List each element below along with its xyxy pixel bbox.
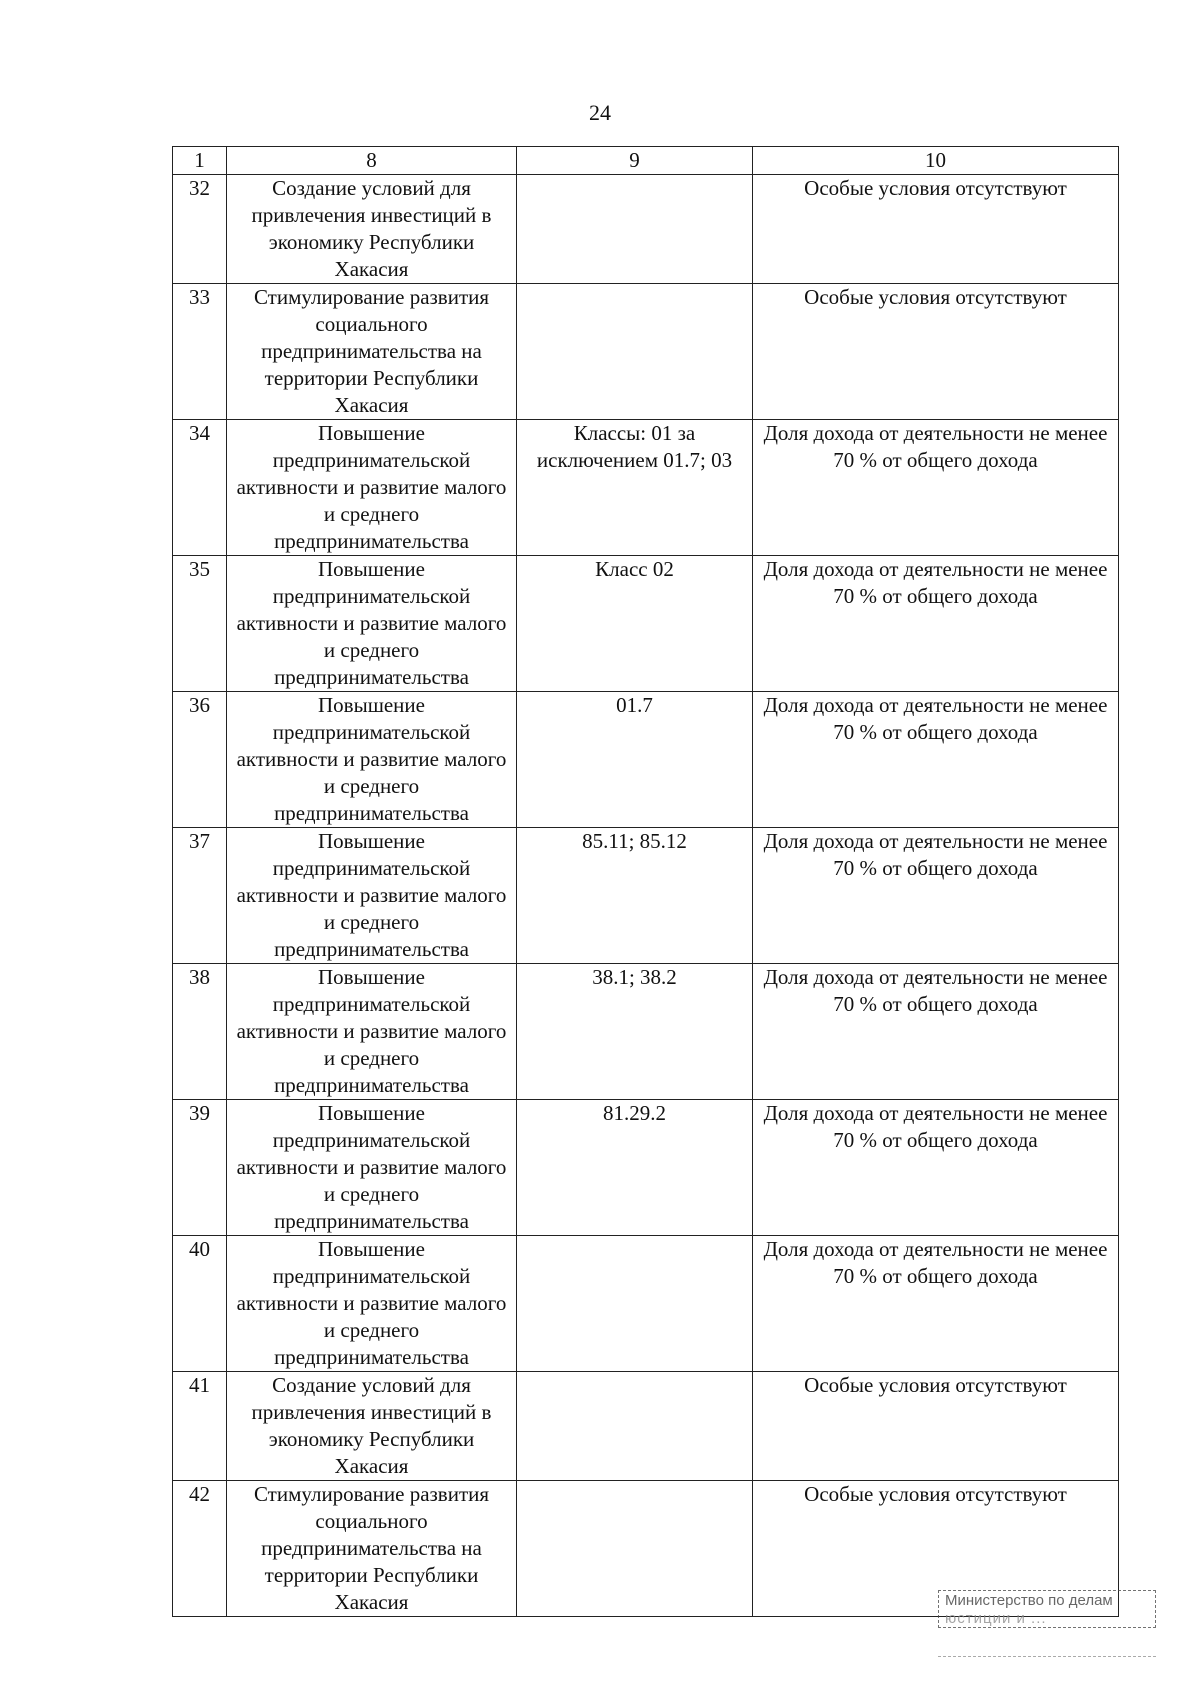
row-number: 40 xyxy=(173,1236,227,1372)
program-name: Повышение предпринимательской активности и развитие малого и среднего предпринимательства xyxy=(227,420,517,556)
table-row xyxy=(173,420,1119,556)
header-cell-8: 8 xyxy=(227,147,517,175)
stamp-line-1: Министерство по делам xyxy=(945,1592,1113,1609)
row-number: 34 xyxy=(173,420,227,556)
program-name: Стимулирование развития социального предпринимательства на территории Республики Хакасия xyxy=(227,284,517,420)
special-conditions: Доля дохода от деятельности не менее 70 % от общего дохода xyxy=(753,964,1119,1100)
table-row xyxy=(173,1100,1119,1236)
activity-codes: 01.7 xyxy=(517,692,753,828)
program-name: Создание условий для привлечения инвестиций в экономику Республики Хакасия xyxy=(227,175,517,284)
special-conditions: Особые условия отсутствуют xyxy=(753,284,1119,420)
program-name: Повышение предпринимательской активности и развитие малого и среднего предпринимательства xyxy=(227,1100,517,1236)
row-number: 33 xyxy=(173,284,227,420)
row-number: 35 xyxy=(173,556,227,692)
activity-codes xyxy=(517,1372,753,1481)
special-conditions: Особые условия отсутствуют xyxy=(753,1481,1119,1617)
special-conditions: Доля дохода от деятельности не менее 70 % от общего дохода xyxy=(753,828,1119,964)
ministry-stamp xyxy=(938,1590,1156,1628)
activity-codes: Класс 02 xyxy=(517,556,753,692)
row-number: 39 xyxy=(173,1100,227,1236)
special-conditions: Доля дохода от деятельности не менее 70 % от общего дохода xyxy=(753,1100,1119,1236)
table-row xyxy=(173,1372,1119,1481)
program-name: Повышение предпринимательской активности и развитие малого и среднего предпринимательства xyxy=(227,556,517,692)
program-name: Повышение предпринимательской активности и развитие малого и среднего предпринимательства xyxy=(227,692,517,828)
header-cell-1: 1 xyxy=(173,147,227,175)
table-row xyxy=(173,692,1119,828)
program-name: Повышение предпринимательской активности и развитие малого и среднего предпринимательства xyxy=(227,828,517,964)
stamp-line-2: юстиции и ... xyxy=(945,1610,1047,1627)
scan-artifact-line xyxy=(938,1656,1156,1657)
table-row xyxy=(173,964,1119,1100)
table-row xyxy=(173,556,1119,692)
activity-codes xyxy=(517,284,753,420)
special-conditions: Доля дохода от деятельности не менее 70 % от общего дохода xyxy=(753,1236,1119,1372)
header-cell-9: 9 xyxy=(517,147,753,175)
table-row xyxy=(173,284,1119,420)
activity-codes: 81.29.2 xyxy=(517,1100,753,1236)
special-conditions: Доля дохода от деятельности не менее 70 % от общего дохода xyxy=(753,692,1119,828)
row-number: 37 xyxy=(173,828,227,964)
activity-codes xyxy=(517,1236,753,1372)
special-conditions: Доля дохода от деятельности не менее 70 % от общего дохода xyxy=(753,420,1119,556)
page-number: 24 xyxy=(589,100,611,125)
activity-codes xyxy=(517,1481,753,1617)
program-name: Повышение предпринимательской активности и развитие малого и среднего предпринимательства xyxy=(227,964,517,1100)
activity-codes: 85.11; 85.12 xyxy=(517,828,753,964)
header-cell-10: 10 xyxy=(753,147,1119,175)
row-number: 32 xyxy=(173,175,227,284)
program-name: Создание условий для привлечения инвестиций в экономику Республики Хакасия xyxy=(227,1372,517,1481)
table-row xyxy=(173,1236,1119,1372)
table-row xyxy=(173,828,1119,964)
row-number: 42 xyxy=(173,1481,227,1617)
program-name: Стимулирование развития социального предпринимательства на территории Республики Хакасия xyxy=(227,1481,517,1617)
program-name: Повышение предпринимательской активности и развитие малого и среднего предпринимательства xyxy=(227,1236,517,1372)
special-conditions: Особые условия отсутствуют xyxy=(753,1372,1119,1481)
activity-codes xyxy=(517,175,753,284)
table-row xyxy=(173,175,1119,284)
activity-table xyxy=(172,146,1119,1617)
row-number: 41 xyxy=(173,1372,227,1481)
activity-codes: 38.1; 38.2 xyxy=(517,964,753,1100)
special-conditions: Особые условия отсутствуют xyxy=(753,175,1119,284)
table-header-row xyxy=(173,147,1119,175)
row-number: 36 xyxy=(173,692,227,828)
special-conditions: Доля дохода от деятельности не менее 70 % от общего дохода xyxy=(753,556,1119,692)
activity-codes: Классы: 01 за исключением 01.7; 03 xyxy=(517,420,753,556)
row-number: 38 xyxy=(173,964,227,1100)
